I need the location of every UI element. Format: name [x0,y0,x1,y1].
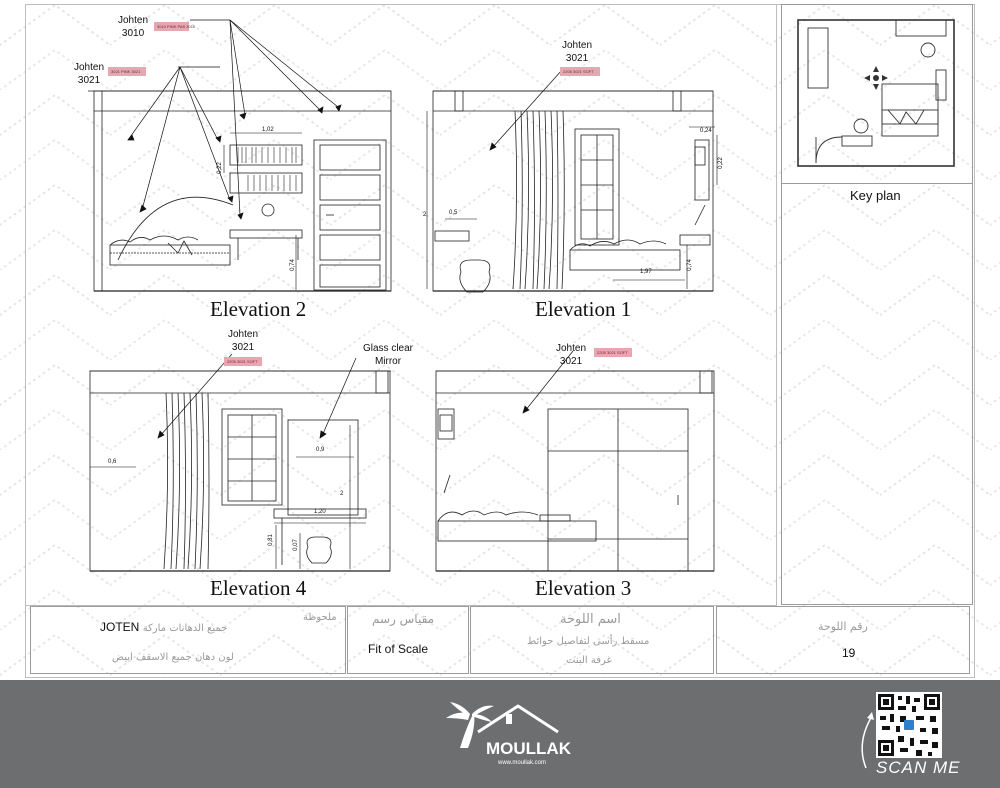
callout-brand: Johten [118,15,149,26]
color-swatch-3010 [154,22,196,31]
dim-e4-desk-h: 0,81 [267,534,274,546]
footer-bar [0,680,1000,788]
callout-e4 [228,328,258,354]
callout-brand: Johten [556,343,587,354]
elevation-1-title: Elevation 1 [535,297,632,321]
dim-e1-height: 2 [423,212,427,218]
dim-e4-mirror-w: 0,9 [316,447,325,453]
scan-arrow-icon [856,710,876,770]
elevation-2-leaders [90,15,410,235]
color-swatch-e3 [594,348,632,357]
callout-brand: Johten [74,62,105,73]
note-line1 [100,620,227,634]
qr-code[interactable] [876,692,946,762]
dim-e1-side: 0,22 [717,157,724,169]
scale-label: مقياس رسم [372,612,435,626]
note-line2: لون دهان جميع الاسقف ابيض [112,652,234,663]
key-plan-label: Key plan [850,188,901,203]
title-block-sheet-no [716,606,970,674]
callout-e3 [556,342,586,368]
dim-e1-sill: 0,5 [449,210,458,216]
right-panel-frame [781,182,973,605]
swatch-text: 3021 PINK 3021 [111,69,141,74]
scan-me-label: SCAN ME [876,758,961,777]
mirror-line2: Mirror [374,356,402,367]
mirror-line1: Glass clear [363,343,414,354]
dim-e2-shelf-h: 0,22 [216,162,223,174]
sheet-name-label: اسم اللوحة [560,612,621,627]
color-swatch-3021 [108,67,146,76]
callout-code: 3010 [121,28,145,39]
callout-code: 3021 [77,75,101,86]
elevation-3-title: Elevation 3 [535,576,632,600]
elevation-2-title: Elevation 2 [210,297,307,321]
swatch-text: 2205 3021 SOFT [597,350,628,355]
dim-e4-left: 0,6 [108,459,117,465]
callout-code: 3021 [231,342,255,353]
note-brand: JOTEN [100,620,140,634]
swatch-text: 2205 3021 SOFT [227,359,258,364]
color-swatch-e1 [560,67,600,76]
dim-e4-mirror-h: 2 [340,491,344,497]
sheet-name-line1: مسقط رأسى لتفاصيل حوائط [527,636,650,647]
scale-value: Fit of Scale [368,642,429,656]
title-block-note [30,606,346,674]
sheet-no-value: 19 [842,646,856,660]
dim-e1-bed-w: 1,97 [640,269,652,275]
sheet-no-label: رقم اللوحة [818,620,868,633]
callout-brand: Johten [228,329,259,340]
key-plan-drawing [796,18,956,168]
dim-e4-stool-h: 0,07 [292,539,299,551]
elevation-4-title: Elevation 4 [210,576,307,600]
callout-code: 3021 [559,356,583,367]
color-swatch-e4 [224,357,262,366]
dim-e4-desk-w: 1,20 [314,509,326,515]
callout-code: 3021 [565,53,589,64]
callout-brand: Johten [562,40,593,51]
dim-e1-top: 0,24 [700,128,712,134]
swatch-text: 3010 PINK PAS 3010 [157,24,196,29]
swatch-text: 2205 3021 SOFT [563,69,594,74]
brand-name: MOULLAK [486,739,571,758]
dim-e2-desk-h: 0,74 [289,259,296,271]
callout-e2-top [118,14,148,40]
brand-url: www.moullak.com [498,760,547,766]
dim-e1-desk-h: 0,74 [686,259,693,271]
callout-e1 [562,39,592,65]
note-label: ملحوظة [303,612,337,623]
note-line1-text: جميع الدهانات ماركة [142,623,228,634]
dim-e2-width: 1,02 [262,127,274,133]
callout-e2-left [74,61,104,87]
callout-e4-mirror [363,342,413,368]
moullak-logo [440,692,590,772]
sheet-name-line2: غرفة البنت [566,655,612,666]
